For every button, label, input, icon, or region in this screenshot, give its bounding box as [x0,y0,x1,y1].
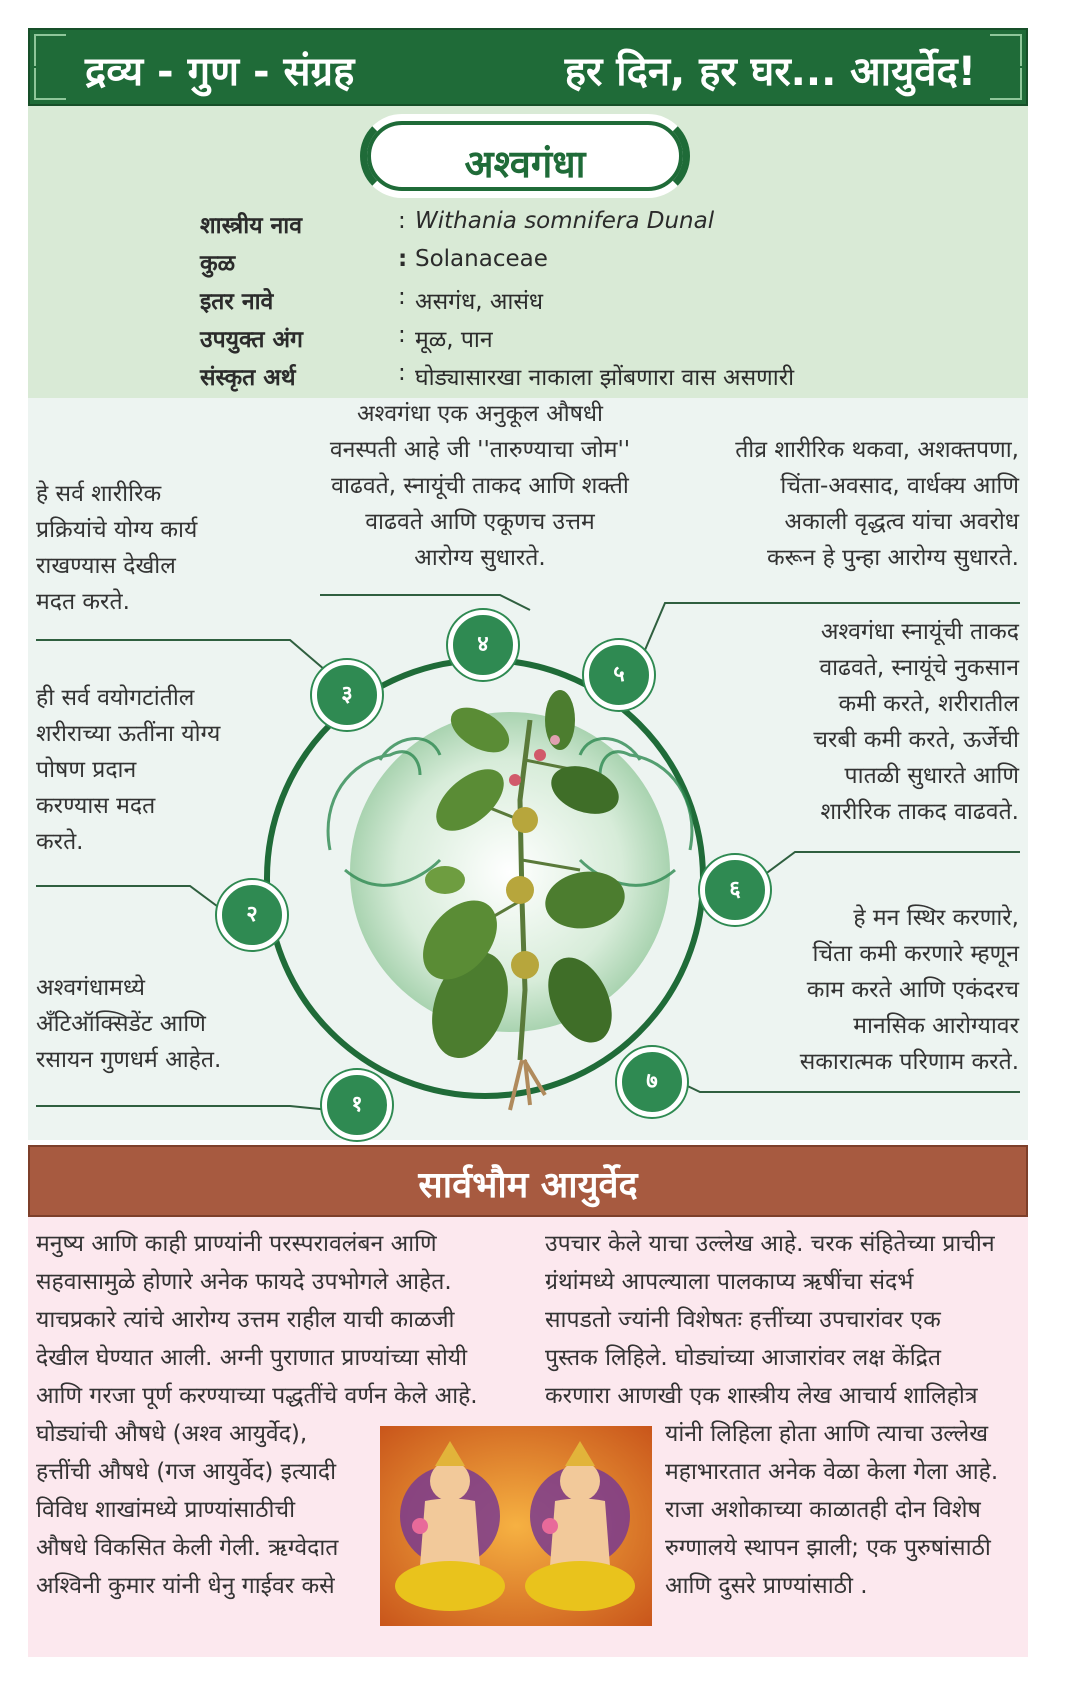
article-right-line: राजा अशोकाच्या काळातही दोन विशेष [665,1497,981,1523]
header-left-title: द्रव्य - गुण - संग्रह [85,49,355,95]
info-label-other-names: इतर नावे [200,289,274,315]
header-right-title: हर दिन, हर घर... आयुर्वेद! [564,49,976,95]
benefit-text-3: हे सर्व शारीरिक प्रक्रियांचे योग्य कार्य राखण्यास देखील मदत करते. [36,481,198,615]
benefit-text-6: अश्वगंधा स्नायूंची ताकद वाढवते, स्नायूंचे नुकसान कमी करते, शरीरातील चरबी कमी करते, ऊर्जेची पातळी सुधारते आणि शारीरिक ताकद वाढवते. [813,619,1019,825]
article-left-line: औषधे विकसित केली गेली. ऋग्वेदात [36,1535,339,1561]
benefit-text-4: अश्वगंधा एक अनुकूल औषधी वनस्पती आहे जी ''तारुण्याचा जोम'' वाढवते, स्नायूंची ताकद आणि शक्ती वाढवते आणि एकूणच उत्तम आरोग्य सुधारते. [329,401,631,571]
article-left-line: सहवासामुळे होणारे अनेक फायदे उपभोगले आहेत. [36,1269,452,1295]
section-banner [28,1145,1028,1217]
article-right-line: ग्रंथांमध्ये आपल्याला पालकाप्य ऋषींचा संदर्भ [545,1269,914,1295]
benefit-number-5: ५ [584,640,654,710]
plant-glow [350,712,670,1032]
article-right-line: उपचार केले याचा उल्लेख आहे. चरक संहितेच्या प्राचीन [545,1231,995,1257]
info-label-useful-part: उपयुक्त अंग [200,327,303,353]
info-label-sanskrit-meaning: संस्कृत अर्थ [200,365,296,391]
article-right-line: सापडतो ज्यांनी विशेषतः हत्तींच्या उपचारांवर एक [545,1307,941,1333]
article-left-line: हत्तींची औषधे (गज आयुर्वेद) इत्यादी [36,1459,337,1485]
article-right-line: यांनी लिहिला होता आणि त्याचा उल्लेख [665,1421,989,1447]
benefit-number-4: ४ [448,610,518,680]
article-right-line: पुस्तक लिहिले. घोड्यांच्या आजारांवर लक्ष केंद्रित [545,1345,941,1371]
info-value-sanskrit-meaning: घोड्यासारखा नाकाला झोंबणारा वास असणारी [415,365,795,391]
article-left-line: आणि गरजा पूर्ण करण्याच्या पद्धतींचे वर्णन केले आहे. [36,1383,478,1409]
info-label-family: कुळ [200,251,236,277]
benefit-number-1: १ [322,1070,392,1140]
article-left-line: विविध शाखांमध्ये प्राण्यांसाठीची [36,1497,296,1523]
article-left-line: देखील घेण्यात आली. अग्नी पुराणात प्राण्यांच्या सोयी [36,1345,468,1371]
info-label-scientific: शास्त्रीय नाव [200,213,303,239]
benefit-number-2: २ [217,880,287,950]
info-value-other-names: असगंध, आसंध [415,289,544,315]
benefit-text-2: ही सर्व वयोगटांतील शरीराच्या ऊतींना योग्य पोषण प्रदान करण्यास मदत करते. [36,685,221,855]
ashwini-kumar-illustration [380,1426,652,1626]
article-left-line: मनुष्य आणि काही प्राण्यांनी परस्परावलंबन आणि [36,1231,437,1257]
info-value-scientific: Withania somnifera Dunal [415,208,715,234]
benefit-number-3: ३ [312,660,382,730]
article-left-line: याचप्रकारे त्यांचे आरोग्य उत्तम राहील याची काळजी [36,1307,455,1333]
info-value-family: Solanaceae [415,246,548,272]
article-right-line: आणि दुसरे प्राण्यांसाठी . [665,1573,868,1599]
article-right-line: महाभारतात अनेक वेळा केला गेला आहे. [665,1459,999,1485]
article-left-line: घोड्यांची औषधे (अश्व आयुर्वेद), [36,1421,308,1447]
benefit-number-7: ७ [617,1047,687,1117]
article-right-line: करणारा आणखी एक शास्त्रीय लेख आचार्य शालिहोत्र [545,1383,978,1409]
info-value-useful-part: मूळ, पान [415,327,493,353]
article-left-line: अश्विनी कुमार यांनी धेनु गाईवर कसे [36,1573,335,1599]
article-right-line: रुग्णालये स्थापन झाली; एक पुरुषांसाठी [665,1535,991,1561]
benefit-number-6: ६ [700,855,770,925]
plant-name: अश्वगंधा [464,142,586,186]
benefit-text-5: तीव्र शारीरिक थकवा, अशक्तपणा, चिंता-अवसाद, वार्धक्य आणि अकाली वृद्धत्व यांचा अवरोध करून हे पुन्हा आरोग्य सुधारते. [735,437,1019,571]
benefit-text-1: अश्वगंधामध्ये अँटिऑक्सिडेंट आणि रसायन गुणधर्म आहेत. [36,975,222,1073]
section-title: सार्वभौम आयुर्वेद [418,1165,638,1206]
benefit-text-7: हे मन स्थिर करणारे, चिंता कमी करणारे म्हणून काम करते आणि एकंदरच मानसिक आरोग्यावर सकारात्मक परिणाम करते. [799,905,1019,1075]
